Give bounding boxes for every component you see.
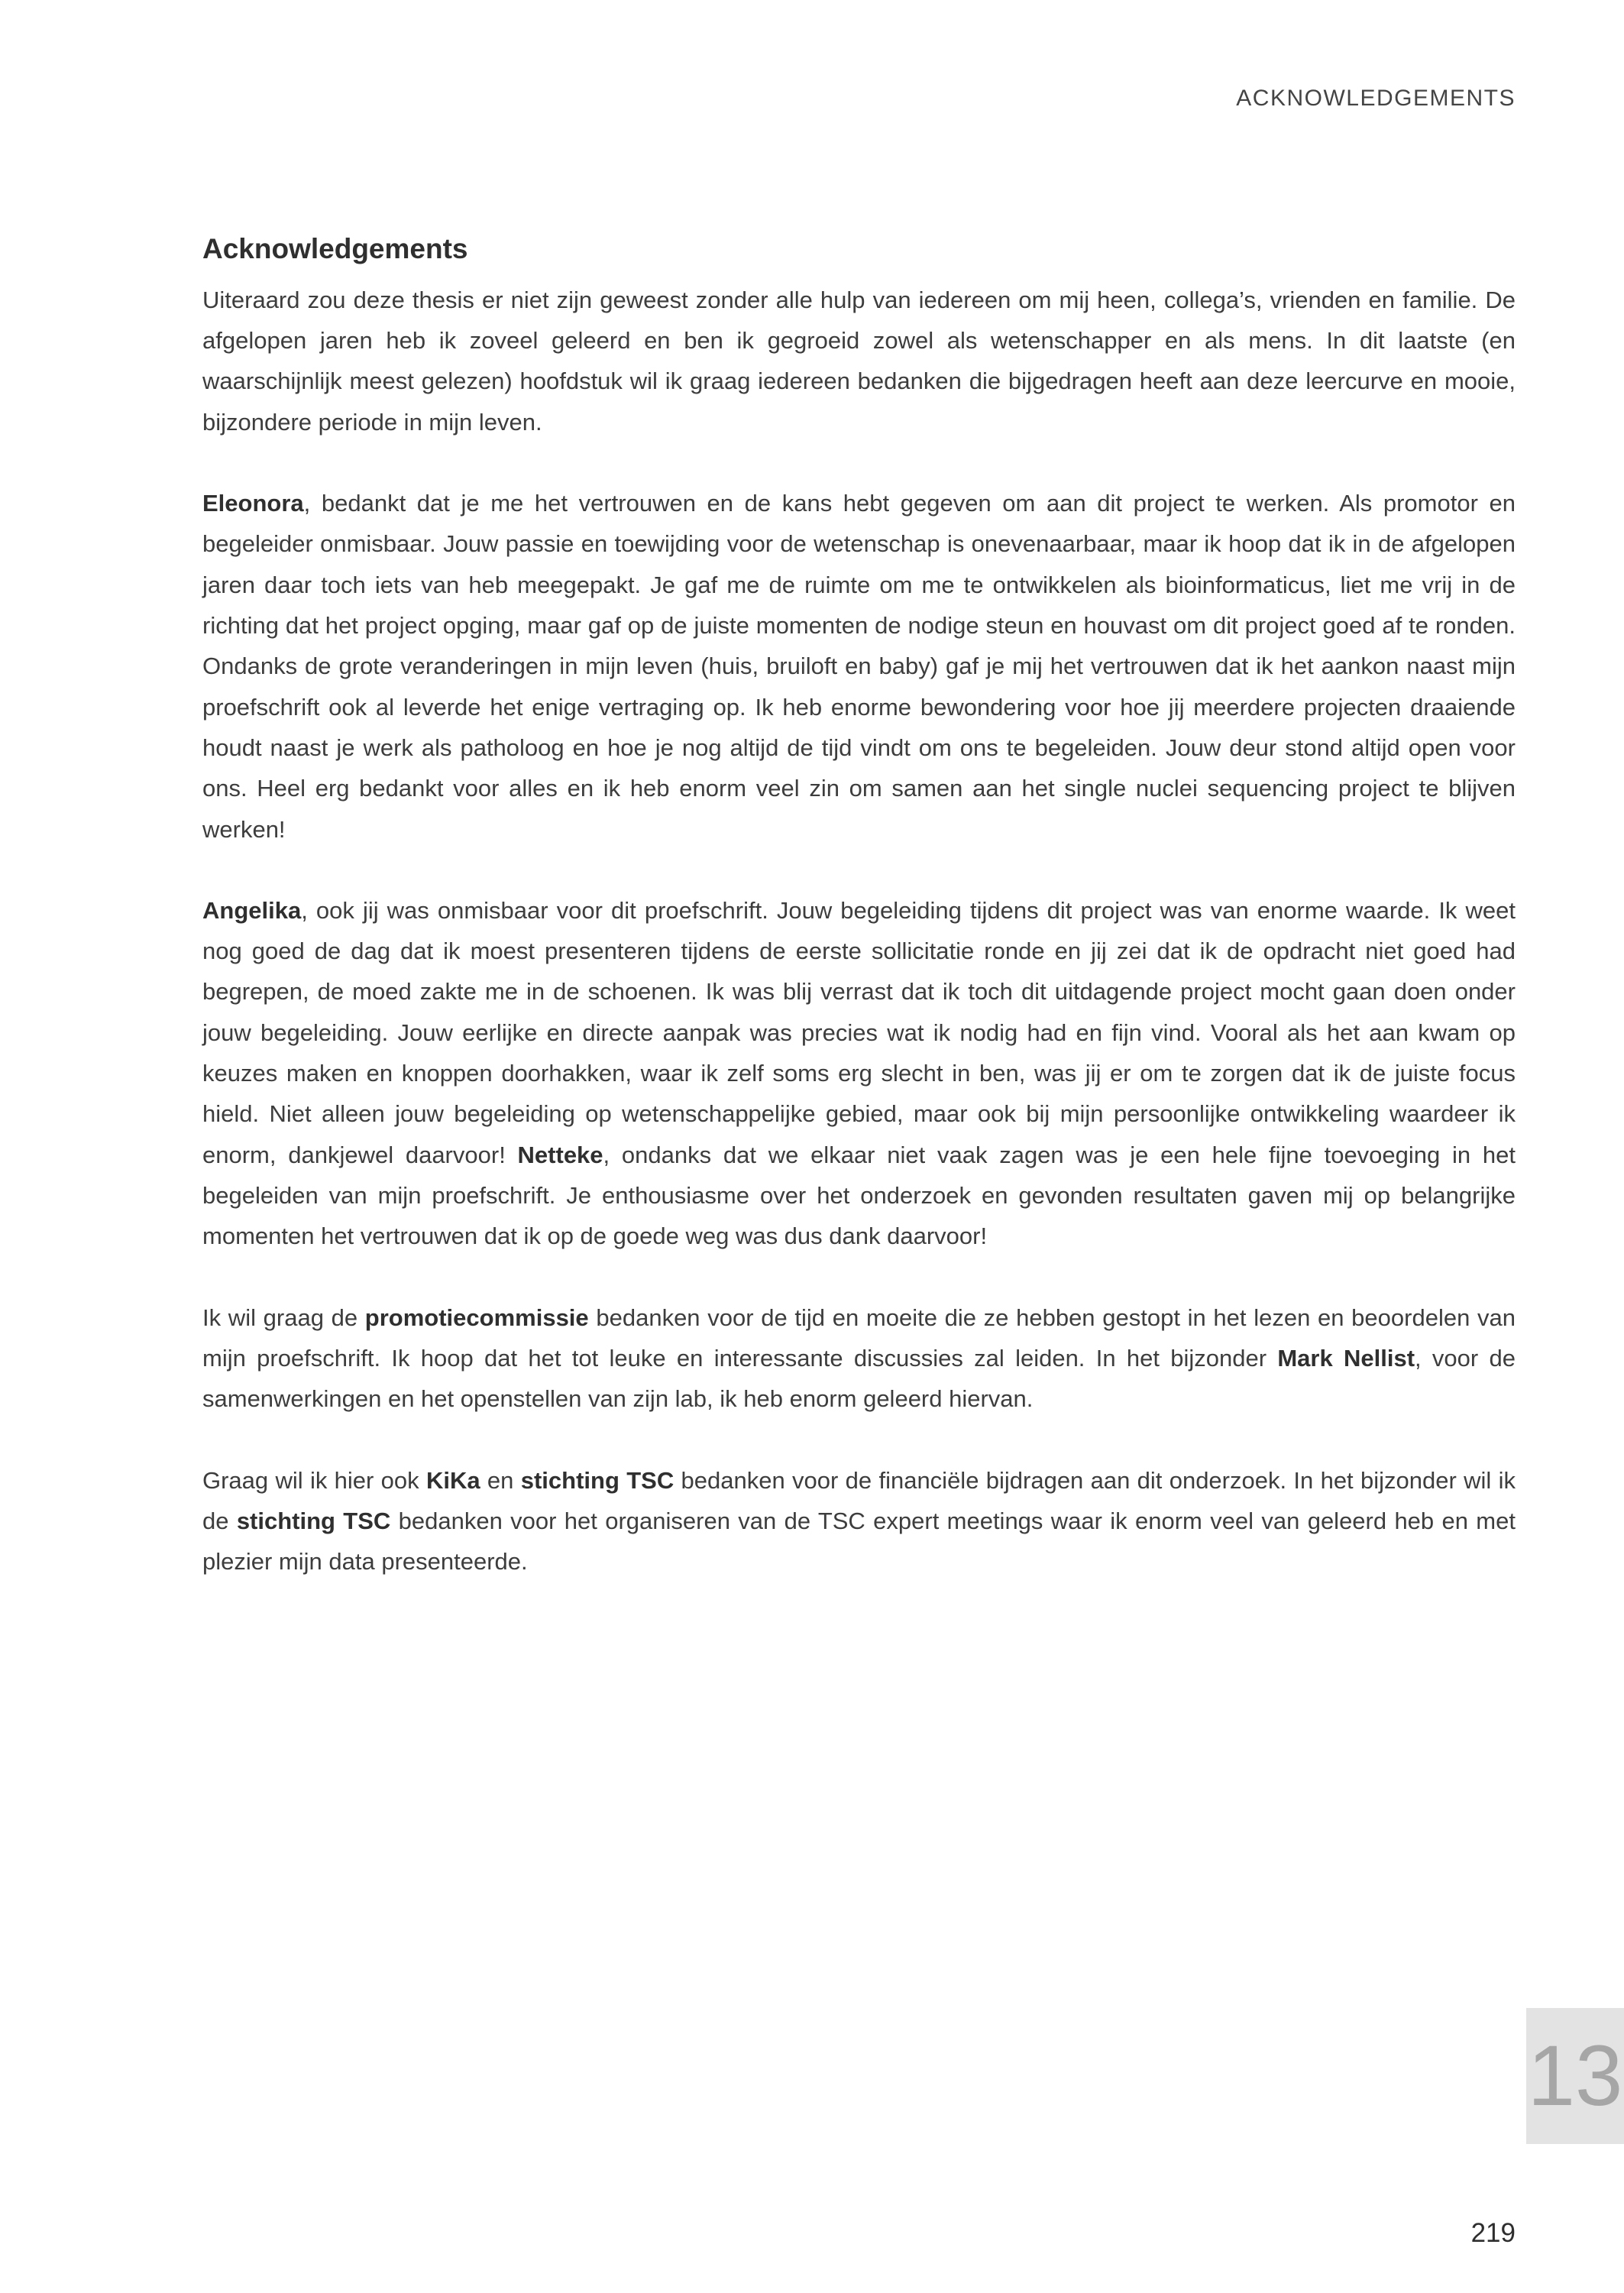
- text-run: , ook jij was onmisbaar voor dit proefschrift. Jouw begeleiding tijdens dit project was van enorme waarde. Ik weet nog goed de dag dat ik moest presenteren tijdens de eerste sollicitatie ronde en jij zei dat ik de opdracht niet goed had begrepen, de moed zakte me in de schoenen. Ik was blij verrast dat ik toch dit uitdagende project mocht gaan doen onder jouw begeleiding. Jouw eerlijke en directe aanpak was precies wat ik nodig had en fijn vind. Vooral als het aan kwam op keuzes maken en knoppen doorhakken, waar ik zelf soms erg slecht in ben, was jij er om te zorgen dat ik de juiste focus hield. Niet alleen jouw begeleiding op wetenschappelijke gebied, maar ook bij mijn persoonlijke ontwikkeling waardeer ik enorm, dankjewel daarvoor!: [202, 896, 1516, 1168]
- text-run: bedanken voor het organiseren van de TSC expert meetings waar ik enorm veel van geleerd heb en met plezier mijn data presenteerde.: [202, 1507, 1516, 1576]
- text-run: bedanken voor de tijd en moeite die ze hebben gestopt in het lezen en beoordelen van mijn proefschrift. Ik hoop dat het tot leuke en interessante discussies zal leiden. In het bijzonder: [202, 1304, 1516, 1372]
- bold-text-run: Angelika: [202, 896, 302, 924]
- body-text: [202, 280, 1516, 1582]
- bold-text-run: KiKa: [425, 1466, 480, 1494]
- chapter-tab: [1526, 2008, 1624, 2144]
- bold-text-run: promotiecommissie: [364, 1304, 589, 1331]
- bold-text-run: stichting TSC: [520, 1466, 675, 1494]
- bold-text-run: stichting TSC: [236, 1507, 391, 1534]
- bold-text-run: Netteke: [517, 1141, 603, 1168]
- text-run: Uiteraard zou deze thesis er niet zijn geweest zonder alle hulp van iedereen om mij heen, collega’s, vrienden en familie. De afgelopen jaren heb ik zoveel geleerd en ben ik gegroeid zowel als wetenschapper en als mens. In dit laatste (en waarschijnlijk meest gelezen) hoofdstuk wil ik graag iedereen bedanken die bijgedragen heeft aan deze leercurve en mooie, bijzondere periode in mijn leven.: [202, 286, 1516, 436]
- chapter-number: 13: [1527, 2028, 1623, 2123]
- running-header: ACKNOWLEDGEMENTS: [1236, 86, 1516, 111]
- text-run: en: [480, 1466, 521, 1494]
- bold-text-run: Eleonora: [202, 490, 304, 517]
- text-run: , voor de samenwerkingen en het openstellen van zijn lab, ik heb enorm geleerd hiervan.: [202, 1344, 1516, 1413]
- text-run: Graag wil ik hier ook: [202, 1466, 426, 1494]
- text-run: , bedankt dat je me het vertrouwen en de kans hebt gegeven om aan dit project te werken. Als promotor en begeleider onmisbaar. Jouw passie en toewijding voor de wetenschap is onevenaarbaar, maar ik hoop dat ik in de afgelopen jaren daar toch iets van heb meegepakt. Je gaf me de ruimte om me te ontwikkelen als bioinformaticus, liet me vrij in de richting dat het project opging, maar gaf op de juiste momenten de nodige steun en houvast om dit project goed af te ronden. Ondanks de grote veranderingen in mijn leven (huis, bruiloft en baby) gaf je mij het vertrouwen dat ik het aankon naast mijn proefschrift ook al leverde het enige vertraging op. Ik heb enorme bewondering voor hoe jij meerdere projecten draaiende houdt naast je werk als patholoog en hoe je nog altijd de tijd vindt om ons te begeleiden. Jouw deur stond altijd open voor ons. Heel erg bedankt voor alles en ik heb enorm veel zin om samen aan het single nuclei sequencing project te blijven werken!: [202, 490, 1516, 843]
- paragraph: [202, 1297, 1516, 1420]
- page-title: Acknowledgements: [202, 233, 468, 264]
- paragraph: [202, 280, 1516, 442]
- text-run: bedanken voor de financiële bijdragen aan dit onderzoek. In het bijzonder wil ik de: [202, 1466, 1516, 1534]
- paragraph: [202, 483, 1516, 850]
- bold-text-run: Mark Nellist: [1277, 1344, 1415, 1372]
- paragraph: [202, 890, 1516, 1257]
- text-run: Ik wil graag de: [202, 1304, 365, 1331]
- paragraph: [202, 1460, 1516, 1582]
- page-number: 219: [1470, 2218, 1516, 2248]
- page-content: [202, 229, 1516, 1623]
- text-run: , ondanks dat we elkaar niet vaak zagen was je een hele fijne toevoeging in het begeleiden van mijn proefschrift. Je enthousiasme over het onderzoek en gevonden resultaten gaven mij op belangrijke momenten het vertrouwen dat ik op de goede weg was dus dank daarvoor!: [202, 1141, 1516, 1250]
